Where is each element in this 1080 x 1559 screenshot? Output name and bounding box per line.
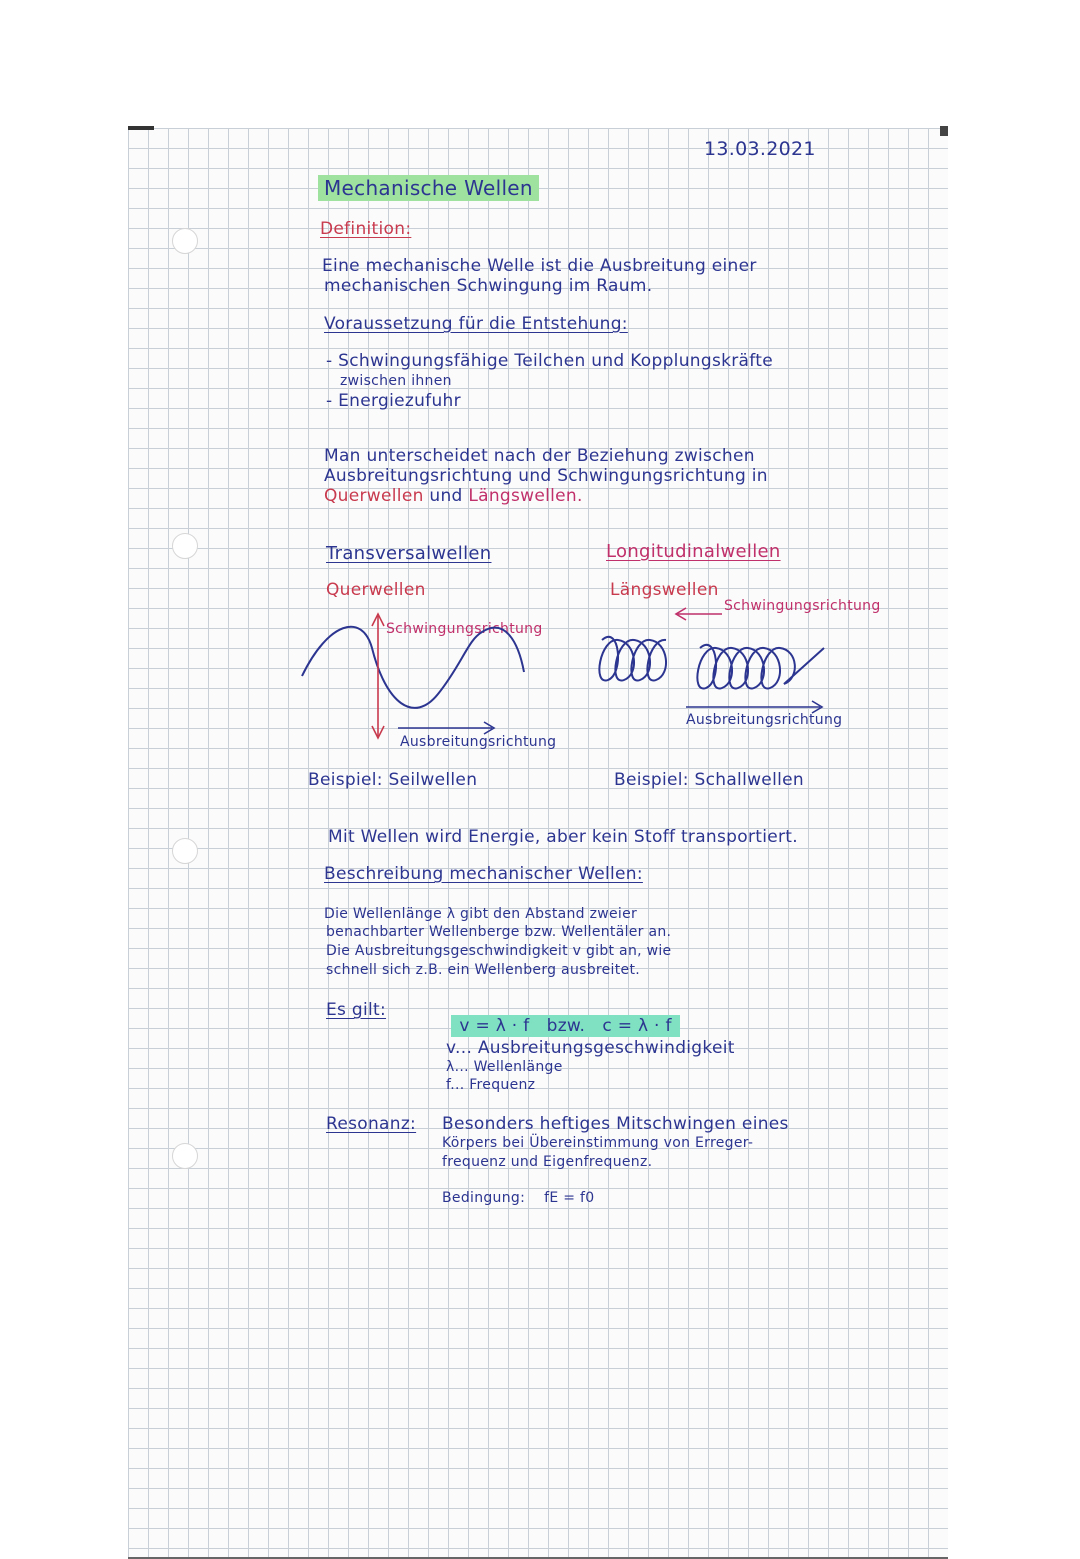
description-line: benachbarter Wellenberge bzw. Wellentäler an. <box>326 924 672 940</box>
term-querwellen: Querwellen <box>324 486 424 506</box>
term-laengswellen: Längswellen. <box>468 486 583 506</box>
definition-line: Eine mechanische Welle ist die Ausbreitung einer <box>322 256 757 276</box>
condition-label: Bedingung: <box>442 1190 526 1206</box>
requirement-item-continued: zwischen ihnen <box>340 373 452 389</box>
transversal-heading: Transversalwellen <box>326 543 492 564</box>
requirements-heading: Voraussetzung für die Entstehung: <box>324 314 628 334</box>
longitudinal-coil-left <box>599 637 666 681</box>
transversal-propagation-label: Ausbreitungsrichtung <box>400 734 557 750</box>
resonance-line: Besonders heftiges Mitschwingen eines <box>442 1114 789 1134</box>
longitudinal-heading: Longitudinalwellen <box>606 541 781 562</box>
resonance-label: Resonanz: <box>326 1114 417 1134</box>
description-heading: Beschreibung mechanischer Wellen: <box>324 864 643 884</box>
page-title: Mechanische Wellen <box>318 176 539 200</box>
transversal-oscillation-label: Schwingungsrichtung <box>386 621 543 637</box>
transversal-subheading: Querwellen <box>326 580 426 600</box>
longitudinal-subheading: Längswellen <box>610 580 719 600</box>
formula: v = λ · f bzw. c = λ · f <box>440 996 680 1036</box>
term-connector: und <box>429 486 463 506</box>
energy-note: Mit Wellen wird Energie, aber kein Stoff transportiert. <box>328 827 798 847</box>
requirement-item: - Schwingungsfähige Teilchen und Kopplungskräfte <box>326 351 773 371</box>
description-line: Die Ausbreitungsgeschwindigkeit v gibt an, wie <box>326 943 672 959</box>
definition-line: mechanischen Schwingung im Raum. <box>324 276 653 296</box>
requirement-item: - Energiezufuhr <box>326 391 461 411</box>
distinction-line: Man unterscheidet nach der Beziehung zwischen <box>324 446 755 466</box>
longitudinal-coil-right <box>697 645 824 689</box>
formula-legend-v: v... Ausbreitungsgeschwindigkeit <box>446 1038 735 1058</box>
resonance-condition <box>442 1190 594 1206</box>
longitudinal-oscillation-label: Schwingungsrichtung <box>724 598 881 614</box>
formula-legend-lambda: λ... Wellenlänge <box>446 1059 563 1075</box>
resonance-line: Körpers bei Übereinstimmung von Erreger- <box>442 1135 754 1151</box>
description-line: Die Wellenlänge λ gibt den Abstand zweier <box>324 906 638 922</box>
description-line: schnell sich z.B. ein Wellenberg ausbreitet. <box>326 962 640 978</box>
resonance-line: frequenz und Eigenfrequenz. <box>442 1154 653 1170</box>
transversal-wave <box>302 627 524 708</box>
longitudinal-example: Beispiel: Schallwellen <box>614 770 804 790</box>
condition-formula: fE = f0 <box>544 1190 595 1206</box>
formula-legend-f: f... Frequenz <box>446 1077 536 1093</box>
definition-heading: Definition: <box>320 219 412 239</box>
formula-label: Es gilt: <box>326 1000 387 1020</box>
distinction-line: Ausbreitungsrichtung und Schwingungsrichtung in <box>324 466 768 486</box>
transversal-example: Beispiel: Seilwellen <box>308 770 478 790</box>
longitudinal-propagation-label: Ausbreitungsrichtung <box>686 712 843 728</box>
date: 13.03.2021 <box>704 138 816 160</box>
